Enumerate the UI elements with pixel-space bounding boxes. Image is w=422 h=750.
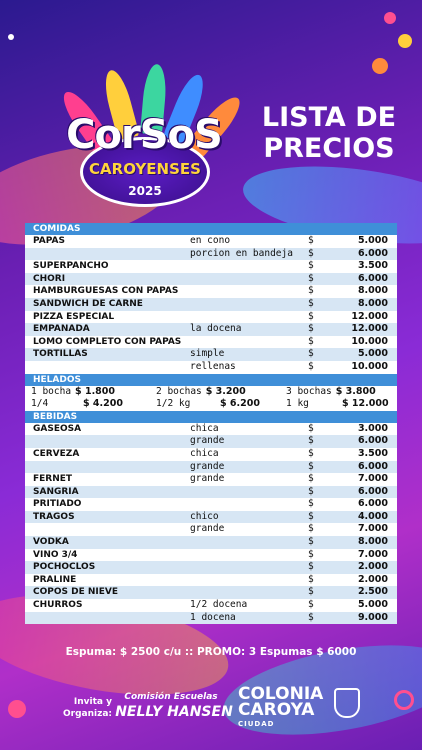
confetti-dot	[372, 58, 388, 74]
price-row	[25, 536, 397, 549]
currency-symbol: $	[308, 611, 314, 623]
bebidas-list	[25, 423, 397, 625]
item-name: PAPAS	[33, 236, 65, 246]
item-name: LOMO COMPLETO CON PAPAS	[33, 336, 182, 347]
item-description: simple	[190, 348, 225, 360]
confetti-dot	[398, 34, 412, 48]
item-description	[190, 336, 308, 349]
page-title	[254, 102, 404, 164]
currency-symbol: $	[308, 523, 314, 535]
price-row	[25, 273, 397, 286]
item-description: la docena	[190, 323, 242, 335]
currency-symbol: $	[308, 510, 314, 522]
helado-qty: 1/4	[31, 398, 49, 410]
currency-symbol: $	[308, 498, 314, 510]
item-price: 6.000	[357, 485, 388, 497]
item-price: 8.000	[357, 285, 388, 297]
currency-symbol: $	[308, 335, 314, 347]
item-price: 2.500	[357, 586, 388, 598]
price-row	[25, 285, 397, 298]
price-row	[25, 599, 397, 612]
item-name: POCHOCLOS	[33, 562, 96, 573]
item-price: 6.000	[357, 272, 388, 284]
helado-option	[286, 386, 376, 399]
currency-symbol: $	[308, 548, 314, 560]
currency-symbol: $	[308, 260, 314, 272]
helado-qty: 3 bochas	[286, 385, 332, 397]
helados-row	[25, 386, 397, 399]
item-name: VINO 3/4	[33, 549, 78, 560]
item-name: SUPERPANCHO	[33, 261, 109, 272]
item-name: PRITIADO	[33, 499, 82, 510]
helado-price: $ 6.200	[220, 398, 260, 410]
item-price: 6.000	[357, 460, 388, 472]
helado-option	[156, 398, 286, 411]
price-row	[25, 549, 397, 562]
item-price: 3.500	[357, 260, 388, 272]
price-row	[25, 248, 397, 261]
item-price: 3.000	[357, 422, 388, 434]
helado-qty: 1 kg	[286, 398, 309, 410]
item-name: HAMBURGUESAS CON PAPAS	[33, 286, 179, 297]
price-row	[25, 511, 397, 524]
price-row	[25, 448, 397, 461]
item-name: CHURROS	[33, 600, 83, 611]
item-description: grande	[190, 460, 225, 472]
currency-symbol: $	[308, 285, 314, 297]
currency-symbol: $	[308, 310, 314, 322]
currency-symbol: $	[308, 297, 314, 309]
currency-symbol: $	[308, 447, 314, 459]
price-board	[25, 223, 397, 624]
helado-option	[31, 386, 156, 399]
item-description: 1 docena	[190, 611, 236, 623]
item-price: 9.000	[357, 611, 388, 623]
price-row	[25, 586, 397, 599]
helado-qty: 1/2 kg	[156, 398, 191, 410]
currency-symbol: $	[308, 460, 314, 472]
price-row	[25, 486, 397, 499]
currency-symbol: $	[308, 348, 314, 360]
price-row	[25, 473, 397, 486]
item-name	[25, 435, 190, 448]
item-price: 12.000	[351, 323, 388, 335]
currency-symbol: $	[308, 435, 314, 447]
item-name: EMPANADA	[33, 324, 90, 335]
item-price: 2.000	[357, 561, 388, 573]
price-row	[25, 523, 397, 536]
price-row	[25, 461, 397, 474]
item-price: 7.000	[357, 473, 388, 485]
item-price: 6.000	[357, 498, 388, 510]
item-description: chico	[190, 510, 219, 522]
item-description	[190, 298, 308, 311]
logo-subtitle: CAROYENSES	[89, 160, 201, 178]
invita-label	[60, 696, 112, 720]
logo-year: 2025	[128, 184, 162, 198]
item-name: FERNET	[33, 474, 73, 485]
item-description	[190, 498, 308, 511]
item-price: 3.500	[357, 447, 388, 459]
item-name: SANDWICH DE CARNE	[33, 298, 143, 309]
corsos-logo	[40, 62, 250, 212]
helado-price: $ 3.200	[205, 385, 246, 397]
currency-symbol: $	[308, 422, 314, 434]
item-name: GASEOSA	[33, 423, 82, 434]
item-name	[25, 612, 190, 625]
item-description: chica	[190, 422, 219, 434]
comidas-list	[25, 235, 397, 374]
item-price: 5.000	[357, 348, 388, 360]
price-row	[25, 574, 397, 587]
item-description	[190, 586, 308, 599]
item-name	[25, 361, 190, 374]
price-row	[25, 298, 397, 311]
price-row	[25, 361, 397, 374]
item-name: SANGRIA	[33, 486, 79, 497]
section-heading-comidas: COMIDAS	[25, 223, 397, 235]
item-name: COPOS DE NIEVE	[33, 587, 119, 598]
item-price: 8.000	[357, 536, 388, 548]
invita-text: Invita y	[73, 697, 112, 707]
item-description	[190, 311, 308, 324]
city-logo-line3: CIUDAD	[238, 720, 275, 728]
price-row	[25, 235, 397, 248]
helado-price: $ 4.200	[83, 398, 123, 410]
helado-price: $ 12.000	[342, 398, 389, 410]
item-price: 8.000	[357, 297, 388, 309]
item-name: PIZZA ESPECIAL	[33, 311, 115, 322]
item-price: 7.000	[357, 548, 388, 560]
currency-symbol: $	[308, 247, 314, 259]
item-price: 5.000	[357, 599, 388, 611]
price-row	[25, 435, 397, 448]
organiza-text: Organiza:	[62, 709, 112, 719]
price-row	[25, 260, 397, 273]
price-row	[25, 498, 397, 511]
section-heading-helados: HELADOS	[25, 374, 397, 386]
helado-price: $ 3.800	[335, 385, 376, 397]
confetti-ring	[394, 690, 414, 710]
item-description	[190, 260, 308, 273]
item-description: grande	[190, 435, 225, 447]
item-description	[190, 273, 308, 286]
currency-symbol: $	[308, 323, 314, 335]
item-description	[190, 486, 308, 499]
currency-symbol: $	[308, 485, 314, 497]
currency-symbol: $	[308, 360, 314, 372]
price-row	[25, 423, 397, 436]
item-name: CERVEZA	[33, 448, 80, 459]
helados-row	[25, 398, 397, 411]
item-name	[25, 523, 190, 536]
currency-symbol: $	[308, 561, 314, 573]
currency-symbol: $	[308, 235, 314, 246]
price-row	[25, 311, 397, 324]
currency-symbol: $	[308, 573, 314, 585]
logo-title: CorSoS	[66, 112, 222, 158]
price-row	[25, 612, 397, 625]
city-logo-line1: COLONIA	[238, 684, 324, 704]
item-name	[25, 461, 190, 474]
price-row	[25, 348, 397, 361]
title-line-1: LISTA DE	[261, 102, 397, 133]
item-description: chica	[190, 447, 219, 459]
section-heading-bebidas: BEBIDAS	[25, 411, 397, 423]
item-description: grande	[190, 523, 225, 535]
item-description	[190, 561, 308, 574]
confetti-dot	[8, 34, 14, 40]
item-price: 7.000	[357, 523, 388, 535]
helado-qty: 2 bochas	[156, 385, 202, 397]
item-name: TORTILLAS	[33, 349, 88, 360]
comision-label: Comisión Escuelas	[124, 692, 218, 702]
promo-line: Espuma: $ 2500 c/u :: PROMO: 3 Espumas $ 6000	[65, 646, 357, 658]
title-line-2: PRECIOS	[263, 133, 395, 164]
helado-price: $ 1.800	[75, 385, 116, 397]
item-description	[190, 574, 308, 587]
helado-option	[286, 398, 389, 411]
price-row	[25, 561, 397, 574]
item-name	[25, 248, 190, 261]
currency-symbol: $	[308, 536, 314, 548]
item-description: en cono	[190, 235, 231, 246]
item-name: VODKA	[33, 537, 69, 548]
item-price: 10.000	[351, 360, 388, 372]
price-row	[25, 323, 397, 336]
item-name: PRALINE	[33, 574, 77, 585]
item-description	[190, 285, 308, 298]
item-price: 4.000	[357, 510, 388, 522]
city-logo-line2: CAROYA	[238, 700, 315, 720]
city-shield-icon	[334, 688, 360, 718]
helado-option	[31, 398, 156, 411]
item-price: 6.000	[357, 247, 388, 259]
item-name: CHORI	[33, 273, 66, 284]
price-row	[25, 336, 397, 349]
currency-symbol: $	[308, 272, 314, 284]
item-description: grande	[190, 473, 225, 485]
item-price: 2.000	[357, 573, 388, 585]
currency-symbol: $	[308, 599, 314, 611]
confetti-dot	[384, 12, 396, 24]
currency-symbol: $	[308, 586, 314, 598]
item-description: 1/2 docena	[190, 599, 248, 611]
item-price: 10.000	[351, 335, 388, 347]
confetti-dot	[8, 700, 26, 718]
item-description	[190, 536, 308, 549]
helado-qty: 1 bocha	[31, 385, 72, 397]
item-price: 12.000	[351, 310, 388, 322]
item-description: porcion en bandeja	[190, 247, 293, 259]
item-price: 5.000	[357, 235, 388, 246]
organizer-name: NELLY HANSEN	[115, 704, 233, 720]
item-name: TRAGOS	[33, 511, 75, 522]
helado-option	[156, 386, 286, 399]
item-description	[190, 549, 308, 562]
item-description: rellenas	[190, 360, 236, 372]
currency-symbol: $	[308, 473, 314, 485]
item-price: 6.000	[357, 435, 388, 447]
